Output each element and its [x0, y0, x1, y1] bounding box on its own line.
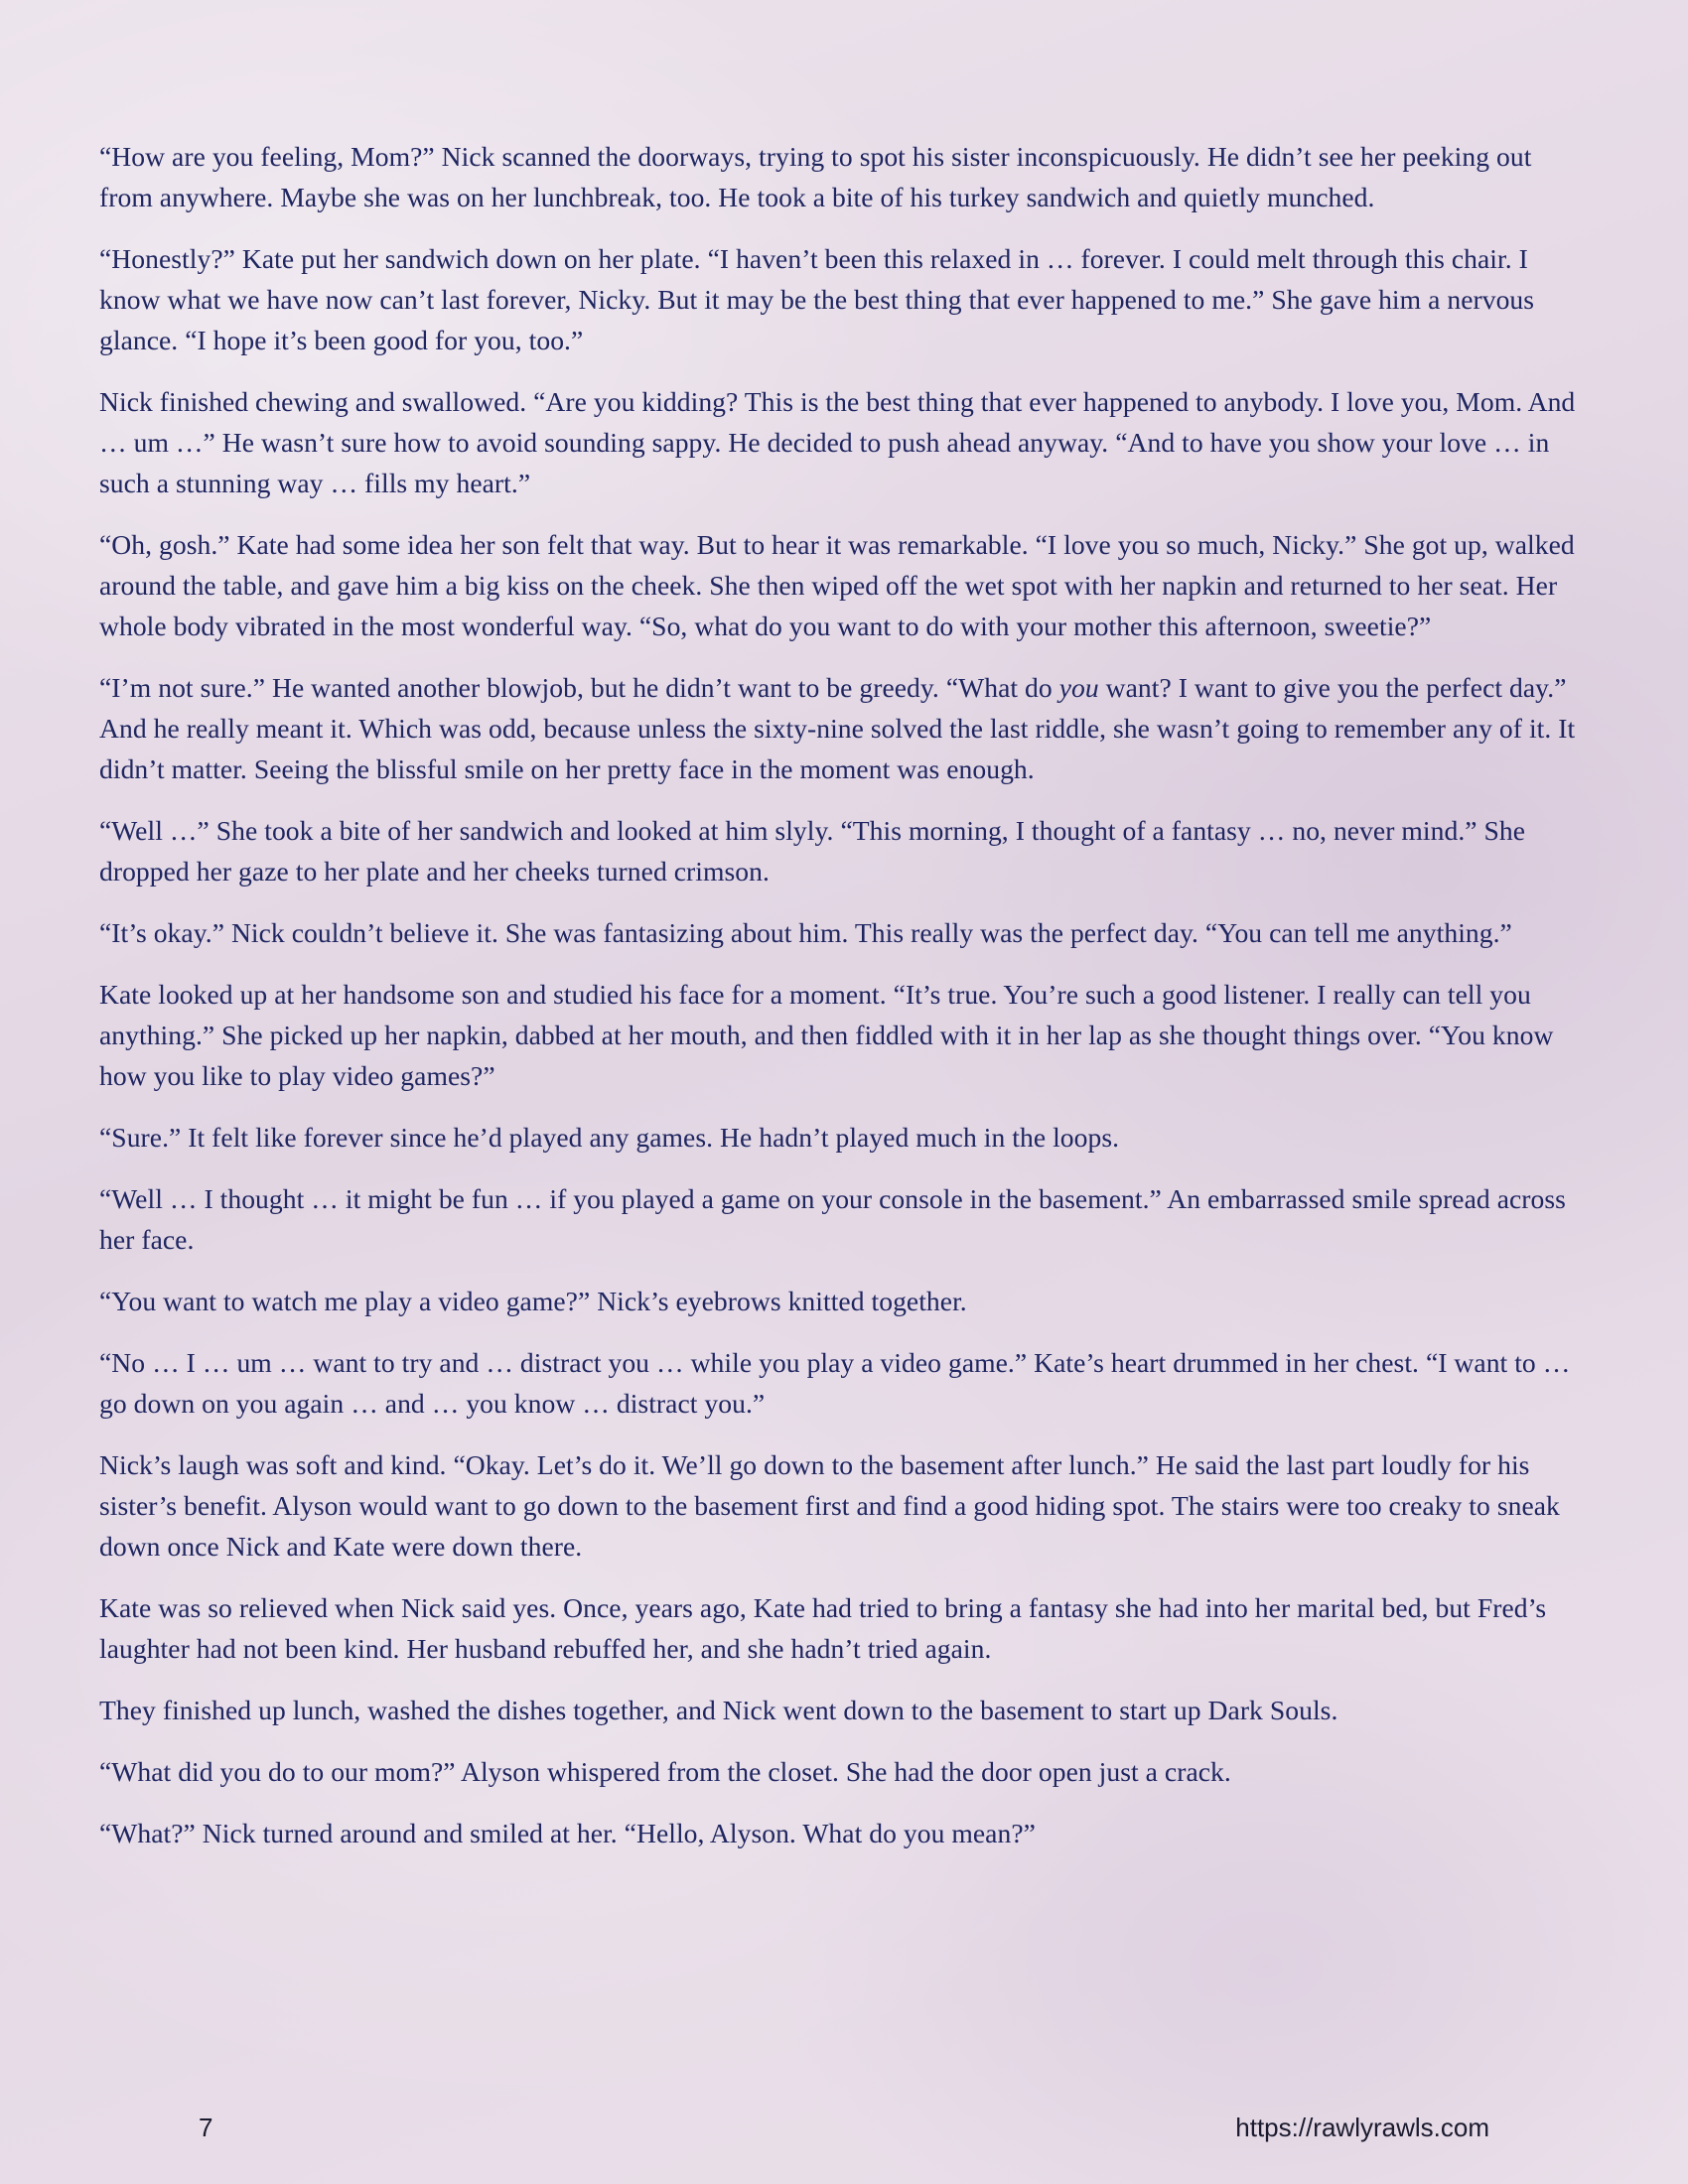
paragraph: They finished up lunch, washed the dishes together, and Nick went down to the basement to start up Dark Souls. [99, 1695, 1338, 1725]
paragraph-text: “I’m not sure.” He wanted another blowjob, but he didn’t want to be greedy. “What do [99, 672, 1059, 703]
paragraph: “How are you feeling, Mom?” Nick scanned the doorways, trying to spot his sister inconspicuously. He didn’t see her peeking out from anywhere. Maybe she was on her lunchbreak, too. He took a bite of his turkey sandwich and quietly munched. [99, 141, 1532, 212]
page-number: 7 [199, 2113, 213, 2142]
paragraph: Kate looked up at her handsome son and studied his face for a moment. “It’s true. You’re such a good listener. I really can tell you anything.” She picked up her napkin, dabbed at her mouth, and then fiddled with it in her lap as she thought things over. “You know how you like to play video games?” [99, 979, 1554, 1091]
paragraph: “Sure.” It felt like forever since he’d played any games. He hadn’t played much in the loops. [99, 1122, 1120, 1153]
emphasis-text: you [1058, 672, 1099, 703]
paragraph: “No … I … um … want to try and … distract you … while you play a video game.” Kate’s heart drummed in her chest. “I want to … go down on you again … and … you know … distract you.” [99, 1347, 1571, 1419]
paragraph: “Oh, gosh.” Kate had some idea her son felt that way. But to hear it was remarkable. “I love you so much, Nicky.” She got up, walked around the table, and gave him a big kiss on the cheek. She then wiped off the wet spot with her napkin and returned to her seat. Her whole body vibrated in the most wonderful way. “So, what do you want to do with your mother this afternoon, sweetie?” [99, 529, 1575, 641]
paragraph [99, 667, 1589, 789]
paragraph: “Well …” She took a bite of her sandwich and looked at him slyly. “This morning, I thought of a fantasy … no, never mind.” She dropped her gaze to her plate and her cheeks turned crimson. [99, 815, 1526, 887]
paragraph: “What did you do to our mom?” Alyson whispered from the closet. She had the door open just a crack. [99, 1756, 1231, 1787]
paragraph: “It’s okay.” Nick couldn’t believe it. She was fantasizing about him. This really was the perfect day. “You can tell me anything.” [99, 917, 1512, 948]
paragraph: Nick finished chewing and swallowed. “Are you kidding? This is the best thing that ever happened to anybody. I love you, Mom. And … um …” He wasn’t sure how to avoid sounding sappy. He decided to push ahead anyway. “And to have you show your love … in such a stunning way … fills my heart.” [99, 386, 1576, 498]
page-body [99, 136, 1589, 1874]
paragraph: “What?” Nick turned around and smiled at her. “Hello, Alyson. What do you mean?” [99, 1818, 1036, 1848]
paragraph-text: want? I want to give you the perfect day.” And he really meant it. Which was odd, because unless the sixty-nine solved the last riddle, she wasn’t going to remember any of it. It didn’t matter. Seeing the blissful smile on her pretty face in the moment was enough. [99, 672, 1576, 784]
paragraph: “Honestly?” Kate put her sandwich down on her plate. “I haven’t been this relaxed in … forever. I could melt through this chair. I know what we have now can’t last forever, Nicky. But it may be the best thing that ever happened to me.” She gave him a nervous glance. “I hope it’s been good for you, too.” [99, 243, 1535, 355]
paragraph: “Well … I thought … it might be fun … if you played a game on your console in the basement.” An embarrassed smile spread across her face. [99, 1183, 1566, 1255]
paragraph: Nick’s laugh was soft and kind. “Okay. Let’s do it. We’ll go down to the basement after lunch.” He said the last part loudly for his sister’s benefit. Alyson would want to go down to the basement first and find a good hiding spot. The stairs were too creaky to sneak down once Nick and Kate were down there. [99, 1449, 1560, 1562]
paragraph: “You want to watch me play a video game?” Nick’s eyebrows knitted together. [99, 1286, 967, 1316]
paragraph: Kate was so relieved when Nick said yes. Once, years ago, Kate had tried to bring a fantasy she had into her marital bed, but Fred’s laughter had not been kind. Her husband rebuffed her, and she hadn’t tried again. [99, 1592, 1547, 1664]
footer-url-link[interactable]: https://rawlyrawls.com [1235, 2113, 1489, 2142]
